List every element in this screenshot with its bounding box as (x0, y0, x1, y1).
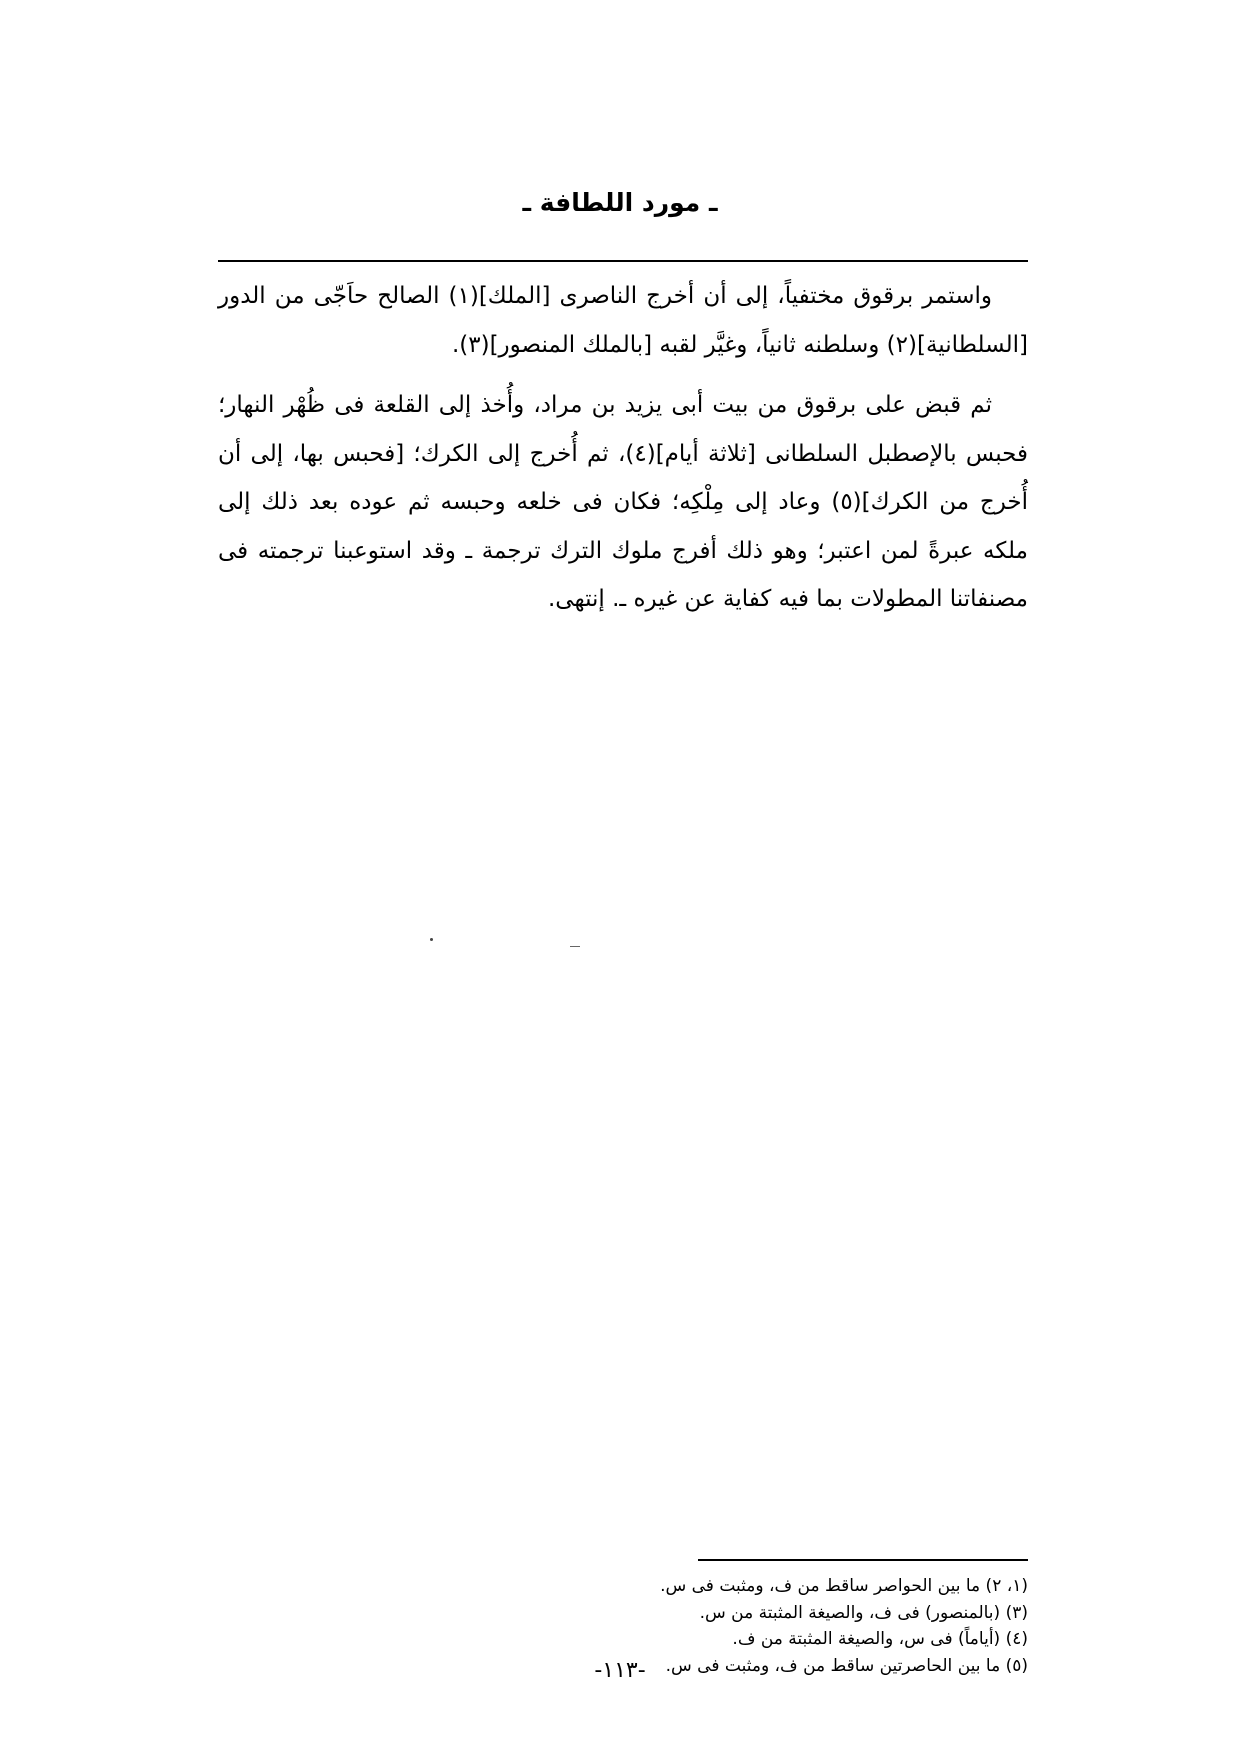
footnote-3: (٤) (أياماً) فى س، والصيغة المثبتة من ف. (732, 1629, 1028, 1649)
paragraph-1: واستمر برقوق مختفياً، إلى أن أخرج الناصرى [الملك](١) الصالح حاَجّى من الدور [السلطانية](٢) وسلطنه ثانياً، وغيَّر لقبه [بالملك المنصور](٣). (218, 283, 1028, 358)
running-header: ـ مورد اللطافة ـ (522, 188, 718, 217)
scan-speck-dash (570, 946, 580, 947)
footnote-4: (٥) ما بين الحاصرتين ساقط من ف، ومثبت فى س. (665, 1655, 1028, 1676)
header-rule (218, 260, 1028, 262)
scan-speck (430, 938, 590, 950)
scan-speck-dot (430, 938, 433, 941)
footnote-1: (١، ٢) ما بين الحواصر ساقط من ف، ومثبت فى س. (660, 1576, 1028, 1596)
paragraph-2: ثم قبض على برقوق من بيت أبى يزيد بن مراد، وأُخذ إلى القلعة فى ظُهْر النهار؛ فحبس بالإصطبل السلطانى [ثلاثة أيام](٤)، ثم أُخرج إلى الكرك؛ [فحبس بها، إلى أن أُخرج من الكرك](٥) وعاد إلى مِلْكِه؛ فكان فى خلعه وحبسه ثم عوده بعد ذلك إلى ملكه عبرةً لمن اعتبر؛ وهو ذلك أفرج ملوك الترك ترجمة ـ وقد استوعبنا ترجمته فى مصنفاتنا المطولات بما فيه كفاية عن غيره ـ. إنتهى. (218, 392, 1028, 612)
body-text (218, 272, 1028, 624)
footnote-2: (٣) (بالمنصور) فى ف، والصيغة المثبتة من س. (699, 1602, 1028, 1623)
page-number: -١١٣- (594, 1658, 646, 1683)
footnote-rule (698, 1559, 1028, 1561)
